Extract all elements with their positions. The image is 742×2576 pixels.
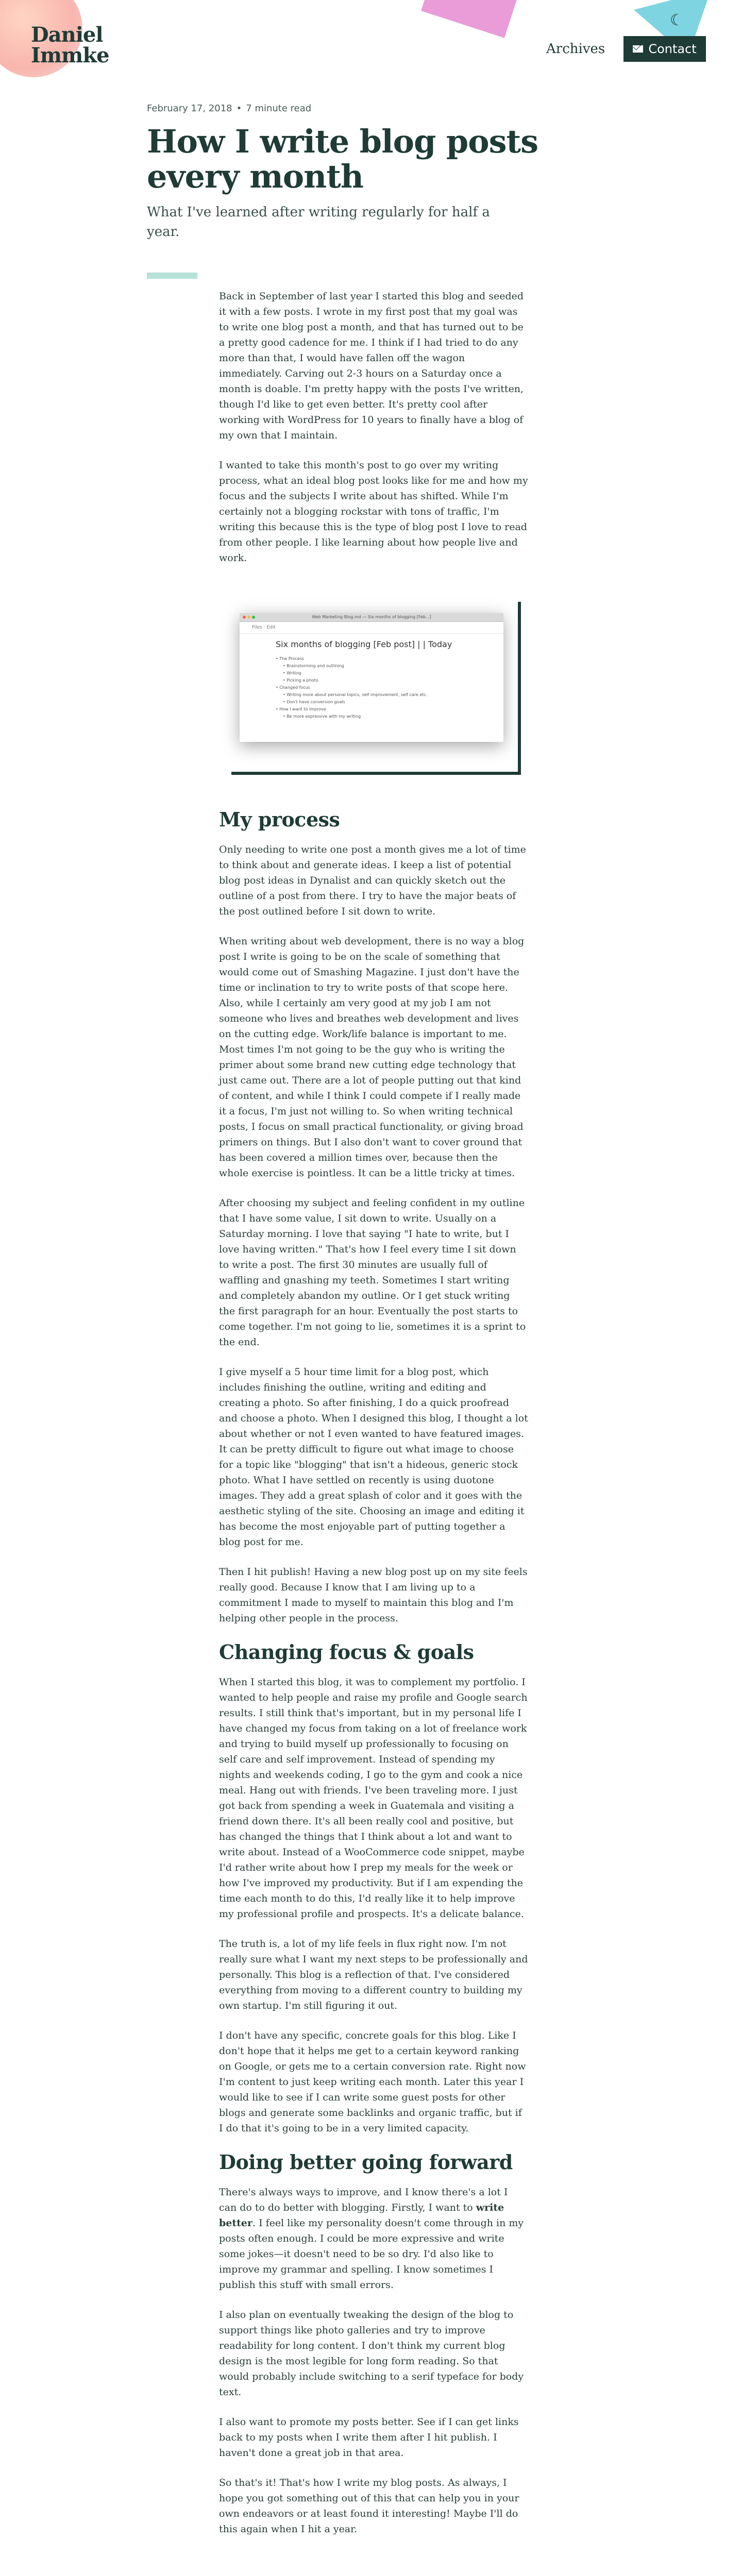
section-heading: My process <box>219 808 340 831</box>
site-logo[interactable] <box>31 25 109 66</box>
paragraph: I also want to promote my posts better. See if I can get links back to my posts when I write them after I hit publish. I haven't done a great job in that area. <box>219 2416 519 2459</box>
accent-bar <box>147 273 197 279</box>
logo-line-1: Daniel <box>31 23 103 47</box>
window-titlebar: Web Marketing Blog.md — Six months of blogging [Feb...] <box>240 613 503 622</box>
section-heading: Doing better going forward <box>219 2150 513 2174</box>
paragraph: I don't have any specific, concrete goals for this blog. Like I don't hope that it helps me get to a certain keyword ranking on Google, or gets me to a certain conversion rate. Right now I'm content to just keep writing each month. Later this year I would like to see if I can write some guest posts for other blogs and generate some backlinks and organic traffic, but if I do that it's going to be in a very limited capacity. <box>219 2030 526 2134</box>
first-post-link[interactable]: first post <box>385 306 430 317</box>
logo-line-2: Immke <box>31 43 109 67</box>
post-title: How I write blog posts every month <box>147 123 538 195</box>
paragraph: When I started this blog, it was to complement my portfolio. I wanted to help people and raise my profile and Google search results. I still think that's important, but in my personal life I have changed my focus from taking on a lot of freelance work and trying to build myself up professionally to focusing on self care and self improvement. Instead of spending my nights and weekends coding, I go to the gym and cook a nice meal. Hang out with friends. I've been traveling more. I just got back from spending a week in Guatemala and visiting a friend down there. It's all been really cool and positive, but has changed the things that I think about a lot and want to write about. Instead of a WooCommerce code snippet, maybe I'd rather write about how I prep my meals for the week or how I've improved my productivity. But if I am expending the time each month to do this, I'd really like it to help improve my professional profile and prospects. It's a delicate balance. <box>219 1676 528 1920</box>
dynalist-link[interactable]: Dynalist <box>309 875 350 886</box>
section-heading: Changing focus & goals <box>219 1640 474 1664</box>
contact-button[interactable] <box>623 36 706 62</box>
window-toolbar: Files · Edit <box>240 622 503 634</box>
pink-decoration <box>421 0 522 38</box>
post-date: February 17, 2018 <box>147 103 232 114</box>
paragraph: There's always ways to improve, and I know there's a lot I can do to do better with blogging. Firstly, I want to write better. I feel like my personality doesn't come through in my posts often enough. I could be more expressive and write some jokes—it doesn't need to be so dry. I'd also like to improve my grammar and spelling. I know sometimes I publish this stuff with small errors. <box>219 2187 524 2291</box>
post-content <box>219 289 528 2551</box>
paragraph: I wanted to take this month's post to go over my writing process, what an ideal blog post looks like for me and how my focus and the subjects I write about has shifted. While I'm certainly not a blogging rockstar with tons of traffic, I'm writing this because this is the type of blog post I love to read from other people. I like learning about how people live and work. <box>219 460 528 564</box>
post-meta: February 17, 2018 • 7 minute read <box>147 103 312 114</box>
paragraph: Only needing to write one post a month gives me a lot of time to think about and generate ideas. I keep a list of potential blog post ideas in Dynalist and can quickly sketch out the outline of a post from there. I try to have the major beats of the post outlined before I sit down to write. <box>219 844 526 917</box>
paragraph: Back in September of last year I started this blog and seeded it with a few posts. I wrote in my first post that my goal was to write one blog post a month, and that has turned out to be a pretty good cadence for me. I think if I had tried to do any more than that, I would have fallen off the wagon immediately. Carving out 2-3 hours on a Saturday once a month is doable. I'm pretty happy with the posts I've written, though I'd like to get even better. It's pretty cool after working with WordPress for 10 years to finally have a blog of my own that I maintain. <box>219 291 524 441</box>
contact-label: Contact <box>648 42 697 56</box>
paragraph: So that's it! That's how I write my blog posts. As always, I hope you got something out of this that can help you in your own endeavors or at least found it interesting! Maybe I'll do this again when I hit a year. <box>219 2477 519 2535</box>
post-subtitle: What I've learned after writing regularly for half a year. <box>147 205 490 240</box>
paragraph: I give myself a 5 hour time limit for a blog post, which includes finishing the outline, writing and editing and creating a photo. So after finishing, I do a quick proofread and choose a photo. When I designed this blog, I thought a lot about whether or not I even wanted to have featured images. It can be pretty difficult to figure out what image to choose for a topic like "blogging" that isn't a hideous, generic stock photo. What I have settled on recently is using duotone images. They add a great splash of color and it goes with the aesthetic styling of the site. Choosing an image and editing it has become the most enjoyable part of putting together a blog post for me. <box>219 1366 528 1548</box>
mail-icon <box>633 45 643 53</box>
post-read-time: 7 minute read <box>246 103 312 114</box>
nav-archives-link[interactable]: Archives <box>546 41 605 57</box>
post-figure <box>219 602 528 787</box>
moon-icon[interactable]: ☾ <box>670 11 684 29</box>
paragraph: The truth is, a lot of my life feels in flux right now. I'm not really sure what I want my next steps to be professionally and personally. This blog is a reflection of that. I've considered everything from moving to a different country to building my own startup. I'm still figuring it out. <box>219 1938 528 2011</box>
paragraph: After choosing my subject and feeling confident in my outline that I have some value, I sit down to write. Usually on a Saturday morning. I love that saying "I hate to write, but I love having written." That's how I feel every time I sit down to write a post. The first 30 minutes are usually full of waffling and gnashing my teeth. Sometimes I start writing and completely abandon my outline. Or I get stuck writing the first paragraph for an hour. Eventually the post starts to come together. I'm not going to lie, sometimes it is a sprint to the end. <box>219 1197 526 1348</box>
paragraph: Then I hit publish! Having a new blog post up on my site feels really good. Because I know that I am living up to a commitment I made to myself to maintain this blog and I'm helping other people in the process. <box>219 1566 528 1624</box>
paragraph: When writing about web development, there is no way a blog post I write is going to be on the scale of something that would come out of Smashing Magazine. I just don't have the time or inclination to try to write posts of that scope here. Also, while I certainly am very good at my job I am not someone who lives and breathes web development and lives on the cutting edge. Work/life balance is important to me. Most times I'm not going to be the guy who is writing the primer about some brand new cutting edge technology that just came out. There are a lot of people putting out that kind of content, and while I think I could compete if I really made it a focus, I'm just not willing to. So when writing technical posts, I focus on small practical functionality, or giving broad primers on things. But I also don't want to cover ground that has been covered a million times over, because then the whole exercise is pointless. It can be a little tricky at times. <box>219 936 525 1179</box>
app-screenshot <box>240 613 503 742</box>
outline-list: • The Process • Brainstorming and outlining • Writing • Picking a photo • Changed focus • Writing more about personal topics, self improvement, self care etc. • Don't have conversion goals • How I want to improve • Be more expressive with my writing <box>276 656 428 719</box>
post-header <box>147 103 600 279</box>
paragraph: I also plan on eventually tweaking the design of the blog to support things like photo galleries and try to improve readability for long content. I don't think my current blog design is the most legible for long form reading. So that would probably include switching to a serif typeface for body text. <box>219 2309 524 2398</box>
productivity-link[interactable]: improved my productivity <box>263 1877 391 1889</box>
site-header <box>0 0 742 82</box>
document-title: Six months of blogging [Feb post] | | Today <box>276 639 452 649</box>
